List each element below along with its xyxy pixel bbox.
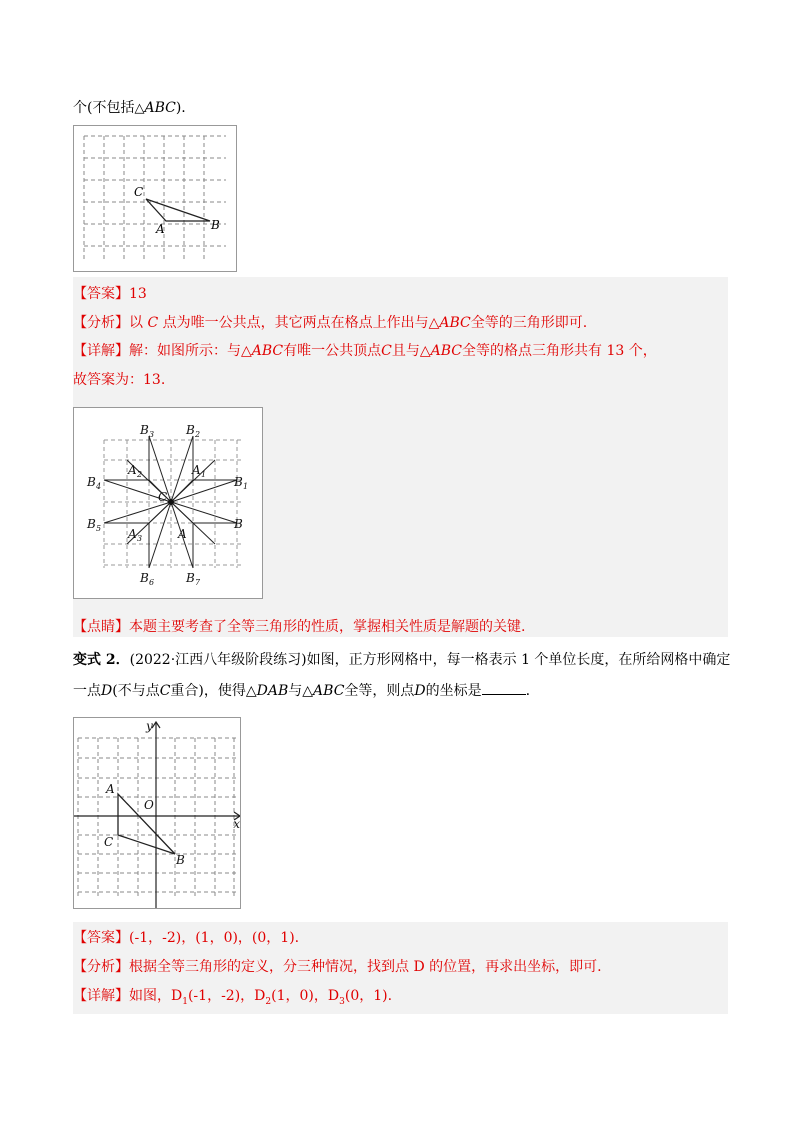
label-b1-sub: 1 [243, 482, 249, 491]
label-a1: A [192, 463, 201, 477]
label-b6-sub: 6 [149, 578, 155, 587]
label-a2: A [128, 463, 137, 477]
question-2-line-2: 一点D(不与点C重合)，使得△DAB与△ABC全等，则点D的坐标是 . [73, 683, 531, 699]
label-b7-sub: 7 [195, 578, 201, 587]
center-point [168, 499, 174, 505]
label-b5: B [87, 517, 96, 531]
detail-2-line: 【详解】如图，$D_1(-1$，-2)，$D_2(1$，0)，$D_3(0$，1). [73, 988, 393, 1007]
label-a3-sub: 3 [137, 534, 143, 543]
figure-2 [73, 407, 263, 599]
label-c: C [134, 185, 144, 199]
label-c: C [158, 490, 168, 504]
question-2-title: 变式 2．(2022·江西八年级阶段练习)如图，正方形网格中，每一格表示 1 个单位长度，在所给网格中确定 [73, 652, 731, 668]
figure-2-star [74, 408, 262, 598]
detail-1-line: 【详解】解：如图所示：与△ABC有唯一公共顶点C且与△ABC全等的格点三角形共有 13 个， [73, 343, 657, 359]
label-b4-sub: 4 [96, 482, 102, 491]
answer-1-line: 【答案】13 [73, 286, 147, 302]
label-b4: B [87, 475, 96, 489]
label-b3: B [140, 423, 149, 437]
label-b7: B [186, 571, 195, 585]
label-b2-sub: 2 [195, 430, 201, 439]
label-b: B [211, 218, 220, 232]
analysis-2-line: 【分析】根据全等三角形的定义，分三种情况，找到点 D 的位置，再求出坐标，即可. [73, 959, 602, 975]
answer-2-line: 【答案】(-1，-2)，(1，0)，(0，1). [73, 930, 300, 946]
figure-3 [73, 717, 241, 909]
figure-1-grid [74, 126, 236, 271]
label-a2-sub: 2 [137, 470, 143, 479]
label-b5-sub: 5 [96, 524, 102, 533]
label-b3-sub: 3 [149, 430, 155, 439]
comment-1-line: 【点睛】本题主要考查了全等三角形的性质，掌握相关性质是解题的关键. [73, 619, 526, 635]
figure-1 [73, 125, 237, 272]
label-a1-sub: 1 [201, 470, 207, 479]
figure-3-grid [74, 718, 240, 908]
label-b: B [176, 853, 185, 867]
label-x: x [233, 817, 240, 831]
intro-line: 个(不包括△ABC). [73, 100, 186, 116]
analysis-1-line: 【分析】以 C 点为唯一公共点，其它两点在格点上作出与△ABC全等的三角形即可. [73, 315, 588, 331]
label-a3: A [128, 527, 137, 541]
label-b2: B [186, 423, 195, 437]
label-a: A [178, 527, 187, 541]
label-b: B [234, 517, 243, 531]
label-o: O [144, 798, 154, 812]
detail-1-line-2: 故答案为：13. [73, 372, 166, 388]
label-c: C [104, 835, 114, 849]
label-y: y [146, 719, 153, 733]
label-b6: B [140, 571, 149, 585]
label-b1: B [234, 475, 243, 489]
answer-blank [482, 682, 526, 695]
label-a: A [156, 222, 165, 236]
label-a: A [106, 782, 115, 796]
